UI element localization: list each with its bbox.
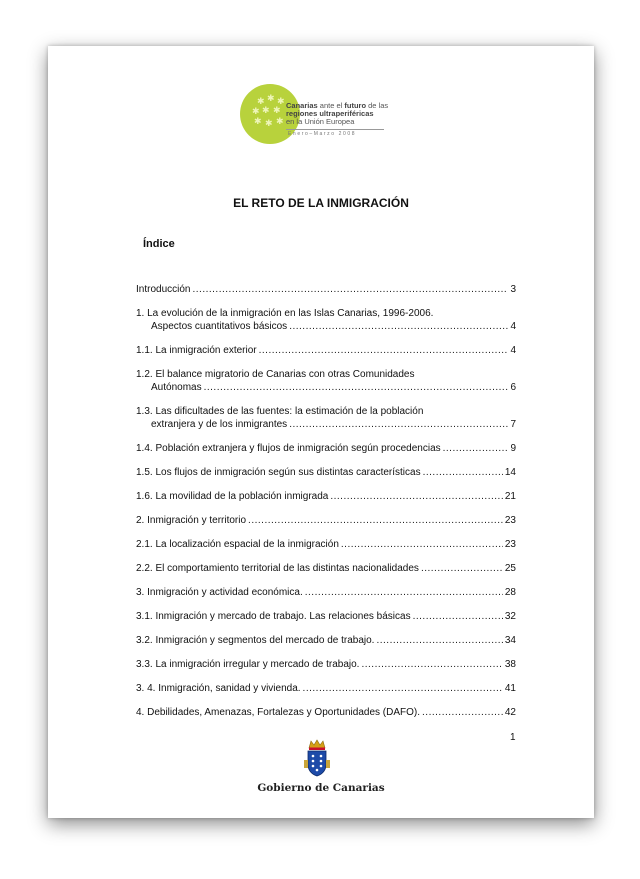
toc-dot-leader [423,466,503,479]
toc-entry-title: 3. 4. Inmigración, sanidad y vivienda. [136,683,301,694]
toc-page-number: 41 [504,683,516,694]
svg-text:✱: ✱ [277,96,285,106]
svg-text:✱: ✱ [273,105,281,115]
toc-entry[interactable] [136,405,516,431]
toc-dot-leader [361,658,502,671]
toc-dot-leader [422,706,503,719]
toc-entry-title: 1.3. Las dificultades de las fuentes: la estimación de la población [136,406,424,417]
toc-entry-title: 1.6. La movilidad de la población inmigrada [136,491,329,502]
toc-entry[interactable] [136,634,516,647]
toc-page-number: 23 [504,515,516,526]
toc-entry[interactable] [136,562,516,575]
document-page [48,46,594,818]
toc-page-number: 23 [504,539,516,550]
toc-entry-title: Autónomas [151,382,202,393]
svg-text:✱: ✱ [257,96,265,106]
svg-text:✱: ✱ [267,93,275,103]
toc-entry-title: 2.2. El comportamiento territorial de las distintas nacionalidades [136,563,419,574]
toc-entry-title: 1. La evolución de la inmigración en las Islas Canarias, 1996-2006. [136,308,434,319]
toc-entry[interactable] [136,442,516,455]
toc-dot-leader [376,634,502,647]
toc-dot-leader [303,682,503,695]
toc-entry-title: 1.5. Los flujos de inmigración según sus distintas características [136,467,421,478]
toc-dot-leader [289,418,508,431]
toc-entry[interactable] [136,538,516,551]
toc-entry-title: Introducción [136,284,191,295]
toc-entry-title: 1.4. Población extranjera y flujos de inmigración según procedencias [136,443,441,454]
toc-entry-title: 2. Inmigración y territorio [136,515,247,526]
toc-entry-title: 2.1. La localización espacial de la inmigración [136,539,339,550]
toc-entry[interactable] [136,682,516,695]
toc-dot-leader [421,562,503,575]
svg-text:✱: ✱ [252,106,260,116]
toc-page-number: 4 [510,321,516,332]
page-number: 1 [510,732,516,743]
logo-divider [286,129,384,130]
toc-page-number: 21 [504,491,516,502]
toc-dot-leader [259,344,509,357]
toc-dot-leader [289,320,508,333]
svg-text:✱: ✱ [276,116,284,126]
toc-entry-title: 3.2. Inmigración y segmentos del mercado de trabajo. [136,635,375,646]
toc-entry[interactable] [136,466,516,479]
toc-dot-leader [330,490,503,503]
toc-page-number: 9 [510,443,516,454]
toc-entry-title: 1.1. La inmigración exterior [136,345,257,356]
toc-page-number: 3 [510,284,516,295]
document-title: EL RETO DE LA INMIGRACIÓN [233,196,409,210]
logo-text: Canarias ante el futuro de las regiones ultraperiféricas en la Unión Europea [286,101,389,126]
toc-entry[interactable] [136,283,516,296]
toc-page-number: 6 [510,382,516,393]
toc-page-number: 4 [510,345,516,356]
index-heading: Índice [143,238,175,250]
toc-entry[interactable] [136,514,516,527]
toc-entry[interactable] [136,307,516,333]
toc-page-number: 7 [510,419,516,430]
toc-entry-title: Aspectos cuantitativos básicos [151,321,288,332]
government-name: Gobierno de Canarias [257,782,385,794]
toc-entry-title: 3. Inmigración y actividad económica. [136,587,303,598]
toc-page-number: 34 [504,635,516,646]
toc-entry[interactable] [136,610,516,623]
toc-dot-leader [204,381,509,394]
toc-entry[interactable] [136,490,516,503]
toc-page-number: 14 [504,467,516,478]
canarias-future-logo [240,84,430,144]
toc-dot-leader [413,610,503,623]
toc-entry-title: 4. Debilidades, Amenazas, Fortalezas y Oportunidades (DAFO). [136,707,421,718]
toc-page-number: 28 [504,587,516,598]
toc-dot-leader [443,442,509,455]
toc-dot-leader [192,283,508,296]
toc-dot-leader [341,538,503,551]
toc-entry[interactable] [136,586,516,599]
toc-page-number: 32 [504,611,516,622]
toc-dot-leader [248,514,503,527]
svg-text:✱: ✱ [262,105,270,115]
toc-entry-title: extranjera y de los inmigrantes [151,419,288,430]
canarias-coat-of-arms-icon [302,738,332,778]
toc-entry[interactable] [136,658,516,671]
toc-entry-title: 1.2. El balance migratorio de Canarias con otras Comunidades [136,369,415,380]
svg-text:✱: ✱ [254,116,262,126]
toc-entry-title: 3.3. La inmigración irregular y mercado de trabajo. [136,659,360,670]
toc-dot-leader [305,586,503,599]
svg-text:✱: ✱ [265,118,273,128]
toc-entry-title: 3.1. Inmigración y mercado de trabajo. Las relaciones básicas [136,611,411,622]
logo-date: Enero–Marzo 2008 [288,131,357,137]
toc-entry[interactable] [136,344,516,357]
toc-entry[interactable] [136,368,516,394]
toc-page-number: 38 [504,659,516,670]
toc-page-number: 42 [504,707,516,718]
toc-page-number: 25 [504,563,516,574]
toc-entry[interactable] [136,706,516,719]
